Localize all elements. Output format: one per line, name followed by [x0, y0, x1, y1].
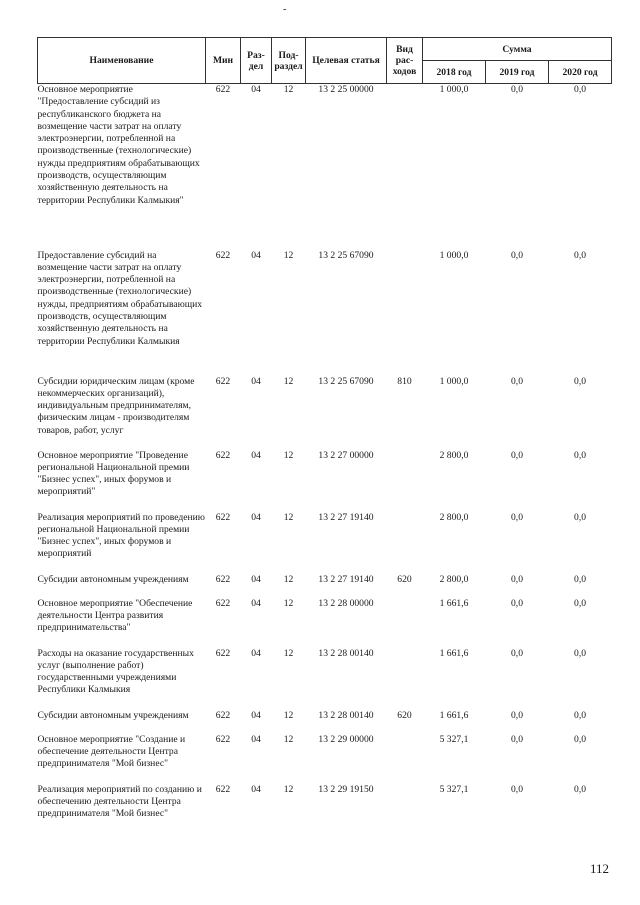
row-sum-2019: 0,0: [511, 573, 523, 585]
row-sum-2018: 2 800,0: [439, 449, 469, 461]
row-podrazdel: 12: [283, 709, 294, 721]
row-razdel: 04: [251, 647, 261, 659]
table-row: [38, 734, 612, 784]
row-sum-2018: 2 800,0: [439, 511, 469, 523]
row-sum-2020: 0,0: [574, 249, 587, 261]
row-name: Основное мероприятие "Предоставление субсидий из республиканского бюджета на возмещение части затрат на оплату электроэнергии, потребленной на производственные (технологические) нужды предприятиям обрабатывающих производств, осуществляющим хозяйственную деятельность на территории Республики Калмыкия": [37, 84, 200, 206]
row-razdel: 04: [251, 597, 261, 609]
row-name: Реализация мероприятий по созданию и обеспечению деятельности Центра предпринимателя "Мой бизнес": [37, 783, 202, 820]
row-min: 622: [215, 597, 231, 609]
row-sum-2019: 0,0: [511, 249, 523, 261]
row-min: 622: [215, 783, 231, 795]
row-sum-2020: 0,0: [574, 783, 587, 795]
row-min: 622: [215, 511, 231, 523]
row-target: 13 2 25 67090: [318, 249, 374, 261]
table-row: [38, 512, 612, 574]
row-target: 13 2 25 00000: [318, 84, 374, 95]
row-target: 13 2 28 00000: [318, 597, 374, 609]
row-razdel: 04: [251, 449, 261, 461]
row-vid: [387, 784, 423, 846]
col-vid-header: Вид рас-ходов: [387, 38, 423, 84]
row-sum-2020: 0,0: [574, 449, 587, 461]
table-row: [38, 648, 612, 710]
row-vid: [387, 250, 423, 376]
row-name: Реализация мероприятий по проведению региональной Национальной премии "Бизнес успех", иных форумов и мероприятий: [37, 511, 205, 560]
row-podrazdel: 12: [283, 597, 294, 609]
row-vid: 620: [397, 709, 412, 721]
row-min: 622: [215, 249, 231, 261]
row-min: 622: [215, 733, 231, 745]
row-razdel: 04: [251, 783, 261, 795]
col-sum-header: Сумма: [423, 38, 612, 61]
col-min-header: Мин: [206, 38, 241, 84]
row-sum-2020: 0,0: [574, 647, 587, 659]
row-razdel: 04: [251, 249, 261, 261]
row-target: 13 2 28 00140: [318, 709, 374, 721]
row-sum-2018: 1 000,0: [439, 375, 469, 387]
row-target: 13 2 27 00000: [318, 449, 374, 461]
row-name: Основное мероприятие "Обеспечение деятельности Центра развития предпринимательства": [37, 597, 193, 634]
row-sum-2018: 1 000,0: [439, 84, 469, 95]
row-sum-2019: 0,0: [511, 449, 523, 461]
col-name-header: Наименование: [38, 38, 206, 84]
row-min: 622: [215, 375, 231, 387]
row-min: 622: [215, 573, 231, 585]
table-row: [38, 450, 612, 512]
row-sum-2018: 1 000,0: [439, 249, 469, 261]
table-row: [38, 250, 612, 376]
row-min: 622: [215, 449, 231, 461]
row-sum-2018: 1 661,6: [439, 647, 469, 659]
row-razdel: 04: [251, 375, 261, 387]
row-sum-2019: 0,0: [511, 709, 523, 721]
table-row: [38, 784, 612, 846]
table-header: [38, 38, 612, 84]
row-sum-2018: 5 327,1: [439, 783, 469, 795]
row-name: Субсидии автономным учреждениям: [37, 573, 189, 585]
row-sum-2020: 0,0: [574, 733, 587, 745]
row-min: 622: [215, 84, 231, 95]
row-target: 13 2 29 19150: [318, 783, 374, 795]
row-sum-2019: 0,0: [511, 783, 523, 795]
row-podrazdel: 12: [283, 783, 294, 795]
row-name: Субсидии автономным учреждениям: [37, 709, 189, 721]
col-podrazdel-header: Под-раздел: [272, 38, 306, 84]
table-row: [38, 376, 612, 450]
row-razdel: 04: [251, 84, 261, 95]
row-sum-2019: 0,0: [511, 733, 523, 745]
row-podrazdel: 12: [283, 733, 294, 745]
table-row: [38, 574, 612, 598]
row-target: 13 2 25 67090: [318, 375, 374, 387]
table-row: [38, 710, 612, 734]
row-vid: 810: [397, 375, 412, 387]
top-mark: -: [283, 4, 287, 15]
row-razdel: 04: [251, 733, 261, 745]
row-name: Основное мероприятие "Создание и обеспечение деятельности Центра предпринимателя "Мой бизнес": [37, 733, 186, 770]
row-podrazdel: 12: [283, 573, 294, 585]
table-body: [38, 84, 612, 846]
row-vid: [387, 648, 423, 710]
row-vid: [387, 512, 423, 574]
row-vid: [387, 84, 423, 250]
row-sum-2020: 0,0: [574, 573, 587, 585]
col-2019-header: 2019 год: [486, 61, 549, 84]
row-sum-2020: 0,0: [574, 511, 587, 523]
row-razdel: 04: [251, 511, 261, 523]
row-sum-2019: 0,0: [511, 375, 523, 387]
row-vid: [387, 598, 423, 648]
row-podrazdel: 12: [283, 249, 294, 261]
row-min: 622: [215, 647, 231, 659]
col-2020-header: 2020 год: [549, 61, 612, 84]
row-podrazdel: 12: [283, 84, 294, 95]
row-sum-2019: 0,0: [511, 597, 523, 609]
row-target: 13 2 29 00000: [318, 733, 374, 745]
row-vid: 620: [397, 573, 412, 585]
row-vid: [387, 734, 423, 784]
table-row: [38, 84, 612, 250]
col-target-header: Целевая статья: [306, 38, 387, 84]
row-sum-2019: 0,0: [511, 511, 523, 523]
row-sum-2018: 2 800,0: [439, 573, 469, 585]
row-podrazdel: 12: [283, 449, 294, 461]
row-sum-2018: 1 661,6: [439, 709, 469, 721]
row-sum-2018: 1 661,6: [439, 597, 469, 609]
row-sum-2020: 0,0: [574, 597, 587, 609]
row-sum-2018: 5 327,1: [439, 733, 469, 745]
budget-table: [37, 37, 612, 846]
row-target: 13 2 27 19140: [318, 573, 374, 585]
table-row: [38, 598, 612, 648]
row-target: 13 2 28 00140: [318, 647, 374, 659]
row-podrazdel: 12: [283, 511, 294, 523]
row-podrazdel: 12: [283, 647, 294, 659]
row-podrazdel: 12: [283, 375, 294, 387]
row-sum-2019: 0,0: [511, 647, 523, 659]
col-razdel-header: Раз-дел: [241, 38, 272, 84]
row-razdel: 04: [251, 709, 261, 721]
col-2018-header: 2018 год: [423, 61, 486, 84]
row-name: Расходы на оказание государственных услуг (выполнение работ) государственными учреждениями Республики Калмыкия: [37, 647, 194, 696]
row-min: 622: [215, 709, 231, 721]
row-name: Предоставление субсидий на возмещение части затрат на оплату электроэнергии, потребленной на производственные (технологические) нужды, предприятиям обрабатывающих производств, осуществляющим хозяйственную деятельность на территории Республики Калмыкия: [37, 249, 203, 347]
row-sum-2020: 0,0: [574, 375, 587, 387]
row-name: Субсидии юридическим лицам (кроме некоммерческих организаций), индивидуальным предпринимателям, физическим лицам - производителям товаров, работ, услуг: [37, 375, 195, 436]
row-vid: [387, 450, 423, 512]
row-sum-2019: 0,0: [511, 84, 523, 95]
row-target: 13 2 27 19140: [318, 511, 374, 523]
row-sum-2020: 0,0: [574, 84, 587, 95]
row-razdel: 04: [251, 573, 261, 585]
row-name: Основное мероприятие "Проведение региональной Национальной премии "Бизнес успех", иных форумов и мероприятий": [37, 449, 190, 498]
row-sum-2020: 0,0: [574, 709, 587, 721]
page-number: 112: [590, 861, 610, 876]
